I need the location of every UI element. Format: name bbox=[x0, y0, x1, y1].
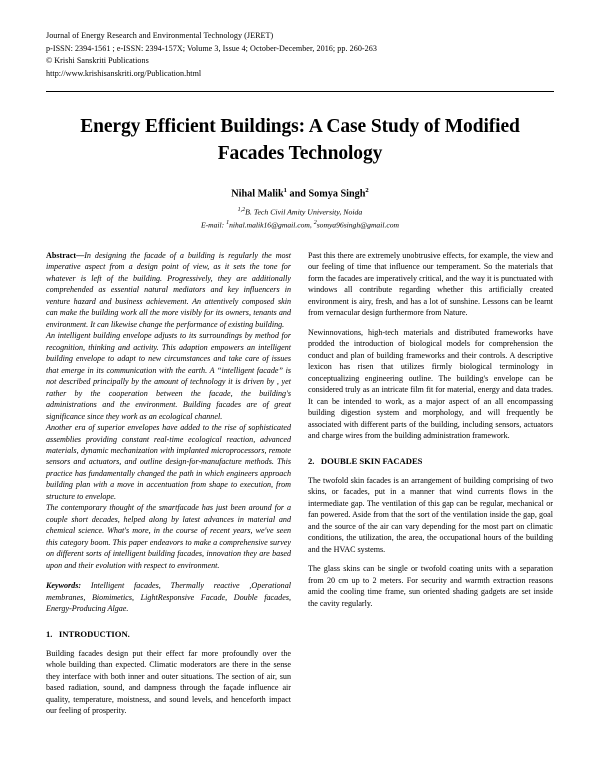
right-paragraph-1: Past this there are extremely unobtrusive effects, for example, the view and our feeling of time that influence our temperament. So the materials that form the facades are imperatively critical, and the way it is punctuated with windows all contribute regarding whether this artificially created environment is airy, fresh, and has a lot of sunshine. Lessons can be learnt from vernacular design furthermore from Nature. bbox=[308, 250, 553, 318]
author-conjunction: and bbox=[286, 188, 309, 200]
abstract-paragraph-1 bbox=[46, 250, 291, 330]
author-affiliation bbox=[46, 206, 554, 218]
author-1-sup: 1 bbox=[283, 186, 287, 194]
email-2: somya96singh@gmail.com bbox=[316, 220, 399, 230]
intro-paragraph-1: Building facades design put their effect far more profoundly over the whole building than expected. Climatic moderators are there in the sense they interface with both inner and outer situations. The section of air, sun based radiation, sound, and dampness through the façade influence air quality, temperature, moistness, and sound levels, and henceforth impact our feeling of prosperity. bbox=[46, 648, 291, 716]
right-paragraph-4: The glass skins can be single or twofold coating units with a separation from 20 cm up to 2 meters. For security and warmth extraction reasons amid the cooling time frame, sun oriented shading gadgets are set inside the cavity regularly. bbox=[308, 564, 553, 608]
section-heading-introduction bbox=[46, 628, 291, 640]
header-divider bbox=[46, 91, 554, 92]
email-1: nihal.malik16@gmail.com, bbox=[229, 220, 314, 230]
keywords-text: Intelligent facades, Thermally reactive ,Operational membranes, Biomimetics, LightResponsive Facade, Double facades, Energy-Producing Algae. bbox=[46, 581, 291, 614]
keywords-block bbox=[46, 580, 291, 614]
journal-header bbox=[46, 30, 554, 80]
abstract-paragraph-3: Another era of superior envelopes have added to the rise of sophisticated assemblies providing constant real-time ecological reaction, advanced materials, dynamic mechanization with implanted microprocessors, remote sensors and actuators, and outline design-for-manufacture methods. This practice has fundamentally changed the path in which engineers approach building plan with a move in accentuation from shape to execution, from structure to envelope. bbox=[46, 423, 291, 501]
section-heading-double-skin-facades bbox=[308, 455, 553, 467]
author-2-name: Somya Singh bbox=[308, 188, 366, 200]
journal-url: http://www.krishisanskriti.org/Publication.html bbox=[46, 68, 202, 78]
email-label: E-mail: bbox=[200, 220, 227, 230]
abstract-paragraph-4: The contemporary thought of the smartfacade has just been around for a couple short decades, helped along by latest advances in material and chemical science. What's more, in the course of recent years, we've seen this category boom. This paper endeavors to make a comprehensive survey on different sorts of intelligent building facades, innovation they are based upon and their evolution with respect to environment. bbox=[46, 503, 291, 570]
section-2-number: 2. bbox=[308, 455, 315, 466]
abstract-paragraph-2: An intelligent building envelope adjusts to its surroundings by method for recognition, thinking and activity. This adaption empowers an intelligent building envelope to adapt to new circumstances and take care of issues that emerge in its communication with the earth. A “intelligent facade” is not described principally by the amount of technology it is driven by , yet rather by the cooperation between the facade, the building's administrations and the environment. Building facades are of great significance since they work as an ecological channel. bbox=[46, 331, 291, 421]
right-paragraph-3: The twofold skin facades is an arrangement of building comprising of two skins, or facades, put in a manner that wind currents flows in the intermediate gap. The ventilation of this gap can be regular, mechanical or fan powered. Aside from that the sort of the ventilation inside the gap, goal and the source of the air can vary depending for the most part on climatic conditions, the utilization, the area, the occupational hours of the building and the HVAC systems. bbox=[308, 475, 553, 554]
right-paragraph-2: Newinnovations, high-tech materials and distributed frameworks have prodded the introduction of biological models for comprehension the conduct and plan of building frameworks and their controls. A descriptive lexicon has risen that utilizes firmly biological terminology in conceptualizing engineering outline. The building's envelope can be considered truly as an intricate film fit for material, energy and data trades. It can be intended to work, as a major aspect of an all encompassing building digestion system and morphology, and will frequently be associated with different parts of the building, including sensors, actuators and charge wires from the building administration framework. bbox=[308, 327, 553, 441]
author-emails bbox=[46, 219, 554, 231]
abstract-label: Abstract— bbox=[46, 250, 85, 260]
left-column bbox=[46, 250, 291, 717]
affiliation-sup: 1,2 bbox=[237, 207, 246, 214]
author-1-name: Nihal Malik bbox=[231, 188, 284, 200]
page-title: Energy Efficient Buildings: A Case Study of Modified Facades Technology bbox=[80, 116, 520, 165]
section-1-title: INTRODUCTION. bbox=[58, 628, 130, 639]
author-list bbox=[46, 187, 554, 199]
keywords-label: Keywords: bbox=[46, 581, 82, 591]
section-1-number: 1. bbox=[46, 628, 53, 639]
author-2-sup: 2 bbox=[365, 186, 369, 194]
affiliation-text: B. Tech Civil Amity University, Noida bbox=[245, 207, 363, 217]
email-1-sup: 1 bbox=[226, 220, 230, 227]
journal-name: Journal of Energy Research and Environmental Technology (JERET) bbox=[46, 31, 274, 40]
two-column-body bbox=[46, 250, 554, 717]
abstract-text-1: In designing the facade of a building is regularly the most imperative aspect from a design point of view, as it sets the tone for whatever is left of the building. Progressively, they are additionally comprehended as essential natural mediators and key influencers in venture hazard and business achievement. An attentively composed skin can make the building work all the more visibly for its owners, tenants and environment. It can likewise change the performance of existing building. bbox=[46, 250, 291, 329]
email-2-sup: 2 bbox=[313, 220, 317, 227]
journal-issn-issue: p-ISSN: 2394-1561 ; e-ISSN: 2394-157X; Volume 3, Issue 4; October-December, 2016; pp. 260-263 bbox=[46, 43, 377, 53]
section-2-title: DOUBLE SKIN FACADES bbox=[320, 455, 423, 466]
journal-publisher: © Krishi Sanskriti Publications bbox=[46, 56, 149, 66]
right-column bbox=[308, 250, 553, 717]
